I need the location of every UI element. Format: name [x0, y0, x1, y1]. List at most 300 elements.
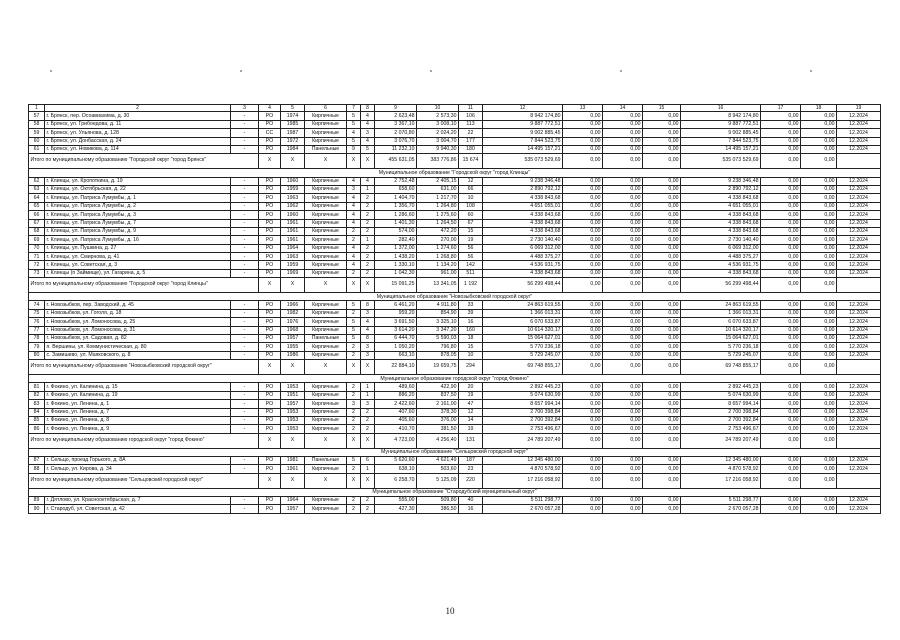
data-cell: 2 [347, 505, 361, 513]
subtotal-cell: 13 341,05 [417, 278, 459, 293]
data-cell: 1961 [281, 219, 305, 227]
subtotal-cell: 0,00 [761, 154, 801, 169]
table-row [29, 129, 881, 137]
data-cell: 378,30 [417, 408, 459, 416]
data-cell: 3 [347, 400, 361, 408]
data-cell: 4 [361, 112, 375, 120]
data-cell: 5 [361, 145, 375, 153]
data-cell: 1 217,70 [417, 194, 459, 202]
data-cell: 0,00 [563, 137, 603, 145]
data-cell: - [231, 112, 259, 120]
subtotal-cell: 0,00 [643, 278, 681, 293]
data-cell: 4 338 843,68 [483, 211, 563, 219]
data-cell: 0,00 [643, 236, 681, 244]
data-cell: 0,00 [603, 253, 643, 261]
data-cell: 0,00 [643, 505, 681, 513]
data-cell: 12.2024 [837, 211, 881, 219]
data-cell: 1959 [281, 261, 305, 269]
data-cell: 1962 [281, 202, 305, 210]
subtotal-row [29, 433, 881, 448]
data-cell: 0,00 [563, 211, 603, 219]
address-cell: г. Брянск, ул. Грибоедова, д. 11 [45, 120, 231, 128]
data-cell: 1 372,00 [375, 244, 417, 252]
data-cell: 7 844 523,75 [681, 137, 761, 145]
data-cell: - [231, 505, 259, 513]
column-number-cell: 8 [361, 105, 375, 112]
data-cell: 19 [459, 425, 483, 433]
data-cell: 85 [29, 416, 45, 424]
data-cell: 3 [361, 309, 375, 317]
data-cell: 1953 [281, 408, 305, 416]
data-cell: 0,00 [801, 383, 837, 391]
address-cell: г. Брянск, ул. Новикова, д. 114 [45, 145, 231, 153]
data-cell: 0,00 [801, 129, 837, 137]
data-cell: 0,00 [563, 261, 603, 269]
data-cell: 2 700 392,84 [483, 416, 563, 424]
address-cell: г. Фокино, ул. Ленина, д. 9 [45, 425, 231, 433]
data-cell: Кирпичные [305, 383, 347, 391]
data-cell: 4 488 375,27 [681, 253, 761, 261]
subtotal-cell: 24 789 207,49 [681, 433, 761, 448]
data-cell: 2 890 792,12 [483, 185, 563, 193]
data-cell: Кирпичные [305, 261, 347, 269]
address-cell: г. Фокино, ул. Ленина, д. 1 [45, 400, 231, 408]
column-number-cell: 7 [347, 105, 361, 112]
data-cell: 1 330,10 [375, 261, 417, 269]
data-cell: 2 753 496,67 [681, 425, 761, 433]
subtotal-cell: X [281, 433, 305, 448]
data-cell: 24 863 619,55 [483, 301, 563, 309]
data-cell: 4 [347, 129, 361, 137]
data-cell: 0,00 [643, 351, 681, 359]
data-cell: 0,00 [761, 185, 801, 193]
data-cell: 0,00 [603, 244, 643, 252]
data-cell: Кирпичные [305, 137, 347, 145]
data-cell: 12.2024 [837, 505, 881, 513]
data-cell: 12.2024 [837, 227, 881, 235]
data-cell: Кирпичные [305, 301, 347, 309]
data-cell: 0,00 [643, 318, 681, 326]
data-cell: - [231, 269, 259, 277]
address-cell: г. Клинцы, ул. Патриса Лумумбы, д. 2 [45, 202, 231, 210]
table-row [29, 227, 881, 235]
data-cell: 0,00 [801, 253, 837, 261]
data-cell: 2 [347, 269, 361, 277]
data-cell: 4 338 843,68 [681, 194, 761, 202]
data-cell: 4 [361, 318, 375, 326]
data-cell: 0,00 [563, 408, 603, 416]
data-cell: РО [259, 112, 281, 120]
data-cell: 2 405,15 [417, 177, 459, 185]
table-row [29, 351, 881, 359]
data-cell: 142 [459, 261, 483, 269]
data-cell: Кирпичные [305, 309, 347, 317]
data-cell: 33 [459, 301, 483, 309]
data-cell: - [231, 253, 259, 261]
data-cell: 0,00 [801, 334, 837, 342]
data-cell: 0,00 [563, 185, 603, 193]
data-cell: 0,00 [563, 456, 603, 464]
data-cell: 0,00 [603, 326, 643, 334]
data-cell: 1 [361, 465, 375, 473]
data-cell: 12.2024 [837, 269, 881, 277]
table-row [29, 194, 881, 202]
data-cell: 0,00 [643, 400, 681, 408]
data-cell: 4 651 055,01 [681, 202, 761, 210]
table-row [29, 343, 881, 351]
data-cell: 0,00 [761, 391, 801, 399]
data-cell: 2 752,48 [375, 177, 417, 185]
data-cell: 3 325,10 [417, 318, 459, 326]
data-cell: РО [259, 456, 281, 464]
data-cell: 0,00 [643, 112, 681, 120]
subtotal-cell: X [259, 473, 281, 488]
data-cell: - [231, 391, 259, 399]
data-cell: 177 [459, 137, 483, 145]
data-cell: 60 [459, 211, 483, 219]
data-cell: 0,00 [761, 177, 801, 185]
address-cell: г. Брянск, ул. Ульянова, д. 128 [45, 129, 231, 137]
table-row [29, 301, 881, 309]
table-row [29, 137, 881, 145]
data-cell: 2 [361, 219, 375, 227]
data-cell: 4 651 055,01 [483, 202, 563, 210]
column-number-cell: 1 [29, 105, 45, 112]
data-cell: - [231, 120, 259, 128]
column-number-cell: 9 [375, 105, 417, 112]
data-cell: 0,00 [761, 351, 801, 359]
data-cell: 12 345 480,00 [681, 456, 761, 464]
data-cell: 9 238 346,48 [483, 177, 563, 185]
data-cell: РО [259, 351, 281, 359]
table-row [29, 112, 881, 120]
subtotal-cell: 0,00 [761, 473, 801, 488]
data-cell: Кирпичные [305, 219, 347, 227]
table-row [29, 391, 881, 399]
data-cell: 0,00 [801, 227, 837, 235]
data-cell: 410,70 [375, 425, 417, 433]
data-cell: РО [259, 177, 281, 185]
housing-table-sheet [28, 104, 880, 514]
data-cell: 282,40 [375, 236, 417, 244]
data-cell: 8 [361, 334, 375, 342]
data-cell: 12.2024 [837, 334, 881, 342]
subtotal-cell: 0,00 [761, 360, 801, 375]
data-cell: 62 [29, 177, 45, 185]
data-cell: - [231, 465, 259, 473]
subtotal-cell: 5 125,09 [417, 473, 459, 488]
data-cell: 4 536 931,75 [681, 261, 761, 269]
subtotal-cell: X [361, 473, 375, 488]
subtotal-cell: 17 216 058,92 [681, 473, 761, 488]
data-cell: 0,00 [643, 202, 681, 210]
data-cell: 81 [29, 383, 45, 391]
address-cell: г. Фокино, ул. Ленина, д. 7 [45, 408, 231, 416]
subtotal-cell: 15 091,25 [375, 278, 417, 293]
data-cell: РО [259, 185, 281, 193]
data-cell: 0,00 [643, 194, 681, 202]
data-cell: 0,00 [801, 309, 837, 317]
data-cell: 6 444,70 [375, 334, 417, 342]
data-cell: 0,00 [761, 145, 801, 153]
data-cell: 8 657 994,14 [681, 400, 761, 408]
subtotal-row [29, 154, 881, 169]
table-row [29, 496, 881, 504]
data-cell: 0,00 [603, 261, 643, 269]
data-cell: - [231, 261, 259, 269]
column-number-cell: 12 [483, 105, 563, 112]
data-cell: 1972 [281, 137, 305, 145]
data-cell: 0,00 [761, 318, 801, 326]
table-row [29, 400, 881, 408]
data-cell: - [231, 309, 259, 317]
data-cell: 0,00 [761, 326, 801, 334]
data-cell: 1984 [281, 145, 305, 153]
data-cell: 12.2024 [837, 137, 881, 145]
data-cell: 2 [347, 465, 361, 473]
data-cell: 0,00 [801, 505, 837, 513]
data-cell: 2 [361, 244, 375, 252]
data-cell: 1 042,30 [375, 269, 417, 277]
data-cell: 12.2024 [837, 383, 881, 391]
data-cell: 108 [459, 202, 483, 210]
data-cell: 0,00 [563, 343, 603, 351]
data-cell: 0,00 [801, 244, 837, 252]
data-cell: 2 [347, 383, 361, 391]
data-cell: 0,00 [801, 137, 837, 145]
table-body [29, 105, 881, 514]
column-number-cell: 16 [681, 105, 761, 112]
data-cell: 12.2024 [837, 351, 881, 359]
data-cell: 2 [347, 351, 361, 359]
data-cell: 0,00 [801, 177, 837, 185]
data-cell: 0,00 [643, 145, 681, 153]
data-cell: - [231, 236, 259, 244]
data-cell: 1955 [281, 343, 305, 351]
data-cell: 0,00 [603, 219, 643, 227]
data-cell: - [231, 318, 259, 326]
address-cell: г. Фокино, ул. Калинина, д. 19 [45, 391, 231, 399]
data-cell: 3 614,20 [375, 326, 417, 334]
table-row [29, 326, 881, 334]
data-cell: Кирпичные [305, 496, 347, 504]
data-cell: 0,00 [761, 383, 801, 391]
data-cell: - [231, 227, 259, 235]
subtotal-cell: X [361, 433, 375, 448]
data-cell: 0,00 [801, 269, 837, 277]
address-cell: г. Брянск, ул. Донбасская, д. 24 [45, 137, 231, 145]
data-cell: 1960 [281, 177, 305, 185]
data-cell: - [231, 343, 259, 351]
address-cell: г. Клинцы, ул. Смирнова, д. 41 [45, 253, 231, 261]
data-cell: 1960 [281, 211, 305, 219]
data-cell: РО [259, 496, 281, 504]
data-cell: Кирпичные [305, 244, 347, 252]
data-cell: 3 347,20 [417, 326, 459, 334]
subtotal-cell: 22 884,10 [375, 360, 417, 375]
data-cell: 1951 [281, 391, 305, 399]
section-header-row [29, 169, 881, 177]
data-cell: 84 [29, 408, 45, 416]
data-cell: Кирпичные [305, 425, 347, 433]
data-cell: 1985 [281, 120, 305, 128]
data-cell: Кирпичные [305, 211, 347, 219]
data-cell: 0,00 [761, 202, 801, 210]
data-cell: 0,00 [761, 505, 801, 513]
data-cell: 0,00 [563, 253, 603, 261]
data-cell: Кирпичные [305, 129, 347, 137]
data-cell: 2 024,20 [417, 129, 459, 137]
data-cell: 12.2024 [837, 408, 881, 416]
subtotal-cell: X [361, 278, 375, 293]
column-number-cell: 11 [459, 105, 483, 112]
data-cell: 3 [361, 343, 375, 351]
subtotal-cell: 19 659,75 [417, 360, 459, 375]
subtotal-cell: 0,00 [643, 473, 681, 488]
data-cell: 1976 [281, 318, 305, 326]
data-cell: 1981 [281, 456, 305, 464]
data-cell: 2 070,80 [375, 129, 417, 137]
data-cell: 12.2024 [837, 185, 881, 193]
data-cell: - [231, 456, 259, 464]
data-cell: 2 892 445,23 [483, 383, 563, 391]
subtotal-cell: 131 [459, 433, 483, 448]
data-cell: 59 [29, 129, 45, 137]
data-cell: 187 [459, 456, 483, 464]
data-cell: Кирпичные [305, 505, 347, 513]
data-cell: 12.2024 [837, 194, 881, 202]
data-cell: 74 [29, 301, 45, 309]
data-cell: 1 356,70 [375, 202, 417, 210]
data-cell: РО [259, 137, 281, 145]
data-cell: 1982 [281, 309, 305, 317]
address-cell: г. Клинцы, ул. Патриса Лумумбы, д. 3 [45, 211, 231, 219]
subtotal-cell: 535 073 529,69 [483, 154, 563, 169]
data-cell: 88 [29, 465, 45, 473]
subtotal-cell: 383 776,86 [417, 154, 459, 169]
data-cell: 10 [459, 351, 483, 359]
data-cell: 10 614 320,17 [483, 326, 563, 334]
data-cell: 0,00 [801, 425, 837, 433]
subtotal-cell: X [305, 278, 347, 293]
data-cell: 0,00 [603, 112, 643, 120]
subtotal-cell: X [305, 473, 347, 488]
data-cell: 79 [29, 343, 45, 351]
data-cell: 0,00 [761, 309, 801, 317]
data-cell: 509,80 [417, 496, 459, 504]
address-cell: г. Клинцы, ул. Кропоткина, д. 19 [45, 177, 231, 185]
data-cell: 0,00 [563, 120, 603, 128]
data-cell: 0,00 [801, 211, 837, 219]
data-cell: 69 [29, 236, 45, 244]
subtotal-cell: X [347, 433, 361, 448]
table-row [29, 309, 881, 317]
data-cell: 5 729 245,07 [483, 351, 563, 359]
data-cell: 2 161,00 [417, 400, 459, 408]
address-cell: г. Клинцы, ул. Пушкина, д. 27 [45, 244, 231, 252]
data-cell: 4 338 843,68 [483, 219, 563, 227]
data-cell: 2 [347, 343, 361, 351]
data-cell: 0,00 [643, 301, 681, 309]
data-cell: 0,00 [563, 129, 603, 137]
data-cell: 14 495 157,21 [483, 145, 563, 153]
data-cell: 0,00 [761, 253, 801, 261]
data-cell: 0,00 [801, 261, 837, 269]
data-cell: 1 050,20 [375, 343, 417, 351]
address-cell: п. Вершины, ул. Коммунистическая, д. 80 [45, 343, 231, 351]
data-cell: - [231, 137, 259, 145]
subtotal-cell: 535 073 529,69 [681, 154, 761, 169]
subtotal-cell [837, 278, 881, 293]
address-cell: г. Стародуб, ул. Советская, д. 42 [45, 505, 231, 513]
data-cell: 47 [459, 400, 483, 408]
data-cell: 0,00 [643, 137, 681, 145]
data-cell: 19 [459, 391, 483, 399]
data-cell: 0,00 [761, 269, 801, 277]
data-cell: 4 [347, 194, 361, 202]
section-title: Муниципальное образование "Городской округ "город Клинцы" [29, 169, 881, 177]
data-cell: 0,00 [563, 505, 603, 513]
address-cell: г. Клинцы, ул. Патриса Лумумбы, д. 16 [45, 236, 231, 244]
subtotal-cell: 0,00 [761, 278, 801, 293]
data-cell: 2 730 140,40 [483, 236, 563, 244]
subtotal-cell: X [305, 433, 347, 448]
data-cell: 1961 [281, 227, 305, 235]
data-cell: 0,00 [563, 177, 603, 185]
data-cell: 63 [29, 185, 45, 193]
data-cell: 0,00 [643, 177, 681, 185]
data-cell: Кирпичные [305, 120, 347, 128]
data-cell: 0,00 [801, 343, 837, 351]
subtotal-cell [837, 473, 881, 488]
data-cell: 12.2024 [837, 219, 881, 227]
data-cell: 0,00 [643, 465, 681, 473]
data-cell: 405,60 [375, 416, 417, 424]
data-cell: 12.2024 [837, 129, 881, 137]
data-cell: 0,00 [603, 129, 643, 137]
page-number: 10 [445, 606, 455, 616]
data-cell: 6 069 312,00 [681, 244, 761, 252]
data-cell: 0,00 [761, 112, 801, 120]
data-cell: 2 [361, 505, 375, 513]
data-cell: 0,00 [563, 269, 603, 277]
subtotal-cell: 24 789 207,49 [483, 433, 563, 448]
table-row [29, 261, 881, 269]
data-cell: 0,00 [761, 219, 801, 227]
subtotal-cell: X [361, 360, 375, 375]
data-cell: 386,50 [417, 505, 459, 513]
data-cell: 4 [361, 120, 375, 128]
data-cell: - [231, 194, 259, 202]
data-cell: - [231, 211, 259, 219]
data-cell: 3 004,70 [417, 137, 459, 145]
data-cell: Кирпичные [305, 269, 347, 277]
data-cell: 22 [459, 129, 483, 137]
data-cell: 4 911,80 [417, 301, 459, 309]
data-cell: 0,00 [563, 301, 603, 309]
data-cell: РО [259, 408, 281, 416]
data-cell: РО [259, 301, 281, 309]
data-cell: 1 [361, 391, 375, 399]
subtotal-cell: 0,00 [603, 278, 643, 293]
subtotal-cell: X [281, 360, 305, 375]
data-cell: 489,60 [375, 383, 417, 391]
data-cell: 16 [459, 318, 483, 326]
data-cell: 0,00 [603, 137, 643, 145]
column-number-cell: 14 [603, 105, 643, 112]
section-header-row [29, 488, 881, 496]
subtotal-cell: 0,00 [563, 433, 603, 448]
